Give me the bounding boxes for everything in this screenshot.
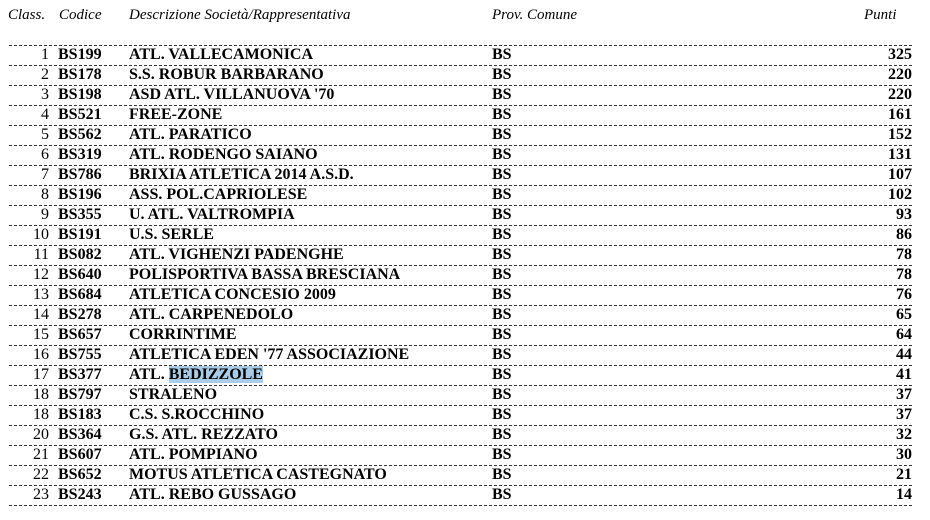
table-row: [0, 285, 930, 305]
points-cell: 93: [896, 206, 912, 223]
rank-cell: 3: [41, 86, 49, 103]
table-row: [0, 485, 930, 505]
points-cell: 102: [888, 186, 912, 203]
table-row: [0, 225, 930, 245]
points-cell: 65: [896, 306, 912, 323]
table-row: [0, 145, 930, 165]
points-cell: 14: [896, 486, 912, 503]
rank-cell: 10: [33, 226, 49, 243]
code-cell: BS364: [58, 426, 102, 443]
name-cell: ATLETICA EDEN '77 ASSOCIAZIONE: [129, 346, 410, 363]
name-cell: FREE-ZONE: [129, 106, 223, 123]
code-cell: BS786: [58, 166, 102, 183]
points-cell: 78: [896, 266, 912, 283]
points-cell: 325: [888, 46, 912, 63]
prov-cell: BS: [492, 306, 512, 323]
table-row: [0, 125, 930, 145]
prov-cell: BS: [492, 486, 512, 503]
points-cell: 64: [896, 326, 912, 343]
rank-cell: 4: [41, 106, 49, 123]
name-cell: POLISPORTIVA BASSA BRESCIANA: [129, 266, 401, 283]
table-row: [0, 405, 930, 425]
name-cell: C.S. S.ROCCHINO: [129, 406, 265, 423]
prov-cell: BS: [492, 406, 512, 423]
code-cell: BS198: [58, 86, 102, 103]
points-cell: 107: [888, 166, 912, 183]
name-cell: CORRINTIME: [129, 326, 237, 343]
table-row: [0, 45, 930, 65]
name-cell: ATL. POMPIANO: [129, 446, 258, 463]
name-cell: ASD ATL. VILLANUOVA '70: [129, 86, 335, 103]
highlighted-text[interactable]: BEDIZZOLE: [168, 366, 263, 383]
name-cell: ATL. VIGHENZI PADENGHE: [129, 246, 344, 263]
name-cell: MOTUS ATLETICA CASTEGNATO: [129, 466, 387, 483]
code-cell: BS178: [58, 66, 102, 83]
rank-cell: 6: [41, 146, 49, 163]
rank-cell: 9: [41, 206, 49, 223]
code-cell: BS755: [58, 346, 102, 363]
rank-cell: 8: [41, 186, 49, 203]
rank-cell: 13: [33, 286, 49, 303]
points-cell: 161: [888, 106, 912, 123]
code-cell: BS183: [58, 406, 102, 423]
prov-cell: BS: [492, 226, 512, 243]
rank-cell: 12: [33, 266, 49, 283]
code-cell: BS684: [58, 286, 102, 303]
table-row: [0, 325, 930, 345]
table-row: [0, 445, 930, 465]
prov-cell: BS: [492, 326, 512, 343]
rank-cell: 21: [33, 446, 49, 463]
prov-cell: BS: [492, 86, 512, 103]
prov-cell: BS: [492, 386, 512, 403]
header-descrizione: Descrizione Società/Rappresentativa: [129, 7, 351, 23]
name-prefix: ATL.: [129, 366, 169, 383]
code-cell: BS521: [58, 106, 102, 123]
code-cell: BS243: [58, 486, 102, 503]
points-cell: 37: [896, 386, 912, 403]
rank-cell: 17: [33, 366, 49, 383]
name-cell: STRALENO: [129, 386, 218, 403]
name-cell: U.S. SERLE: [129, 226, 214, 243]
prov-cell: BS: [492, 106, 512, 123]
table-row: [0, 65, 930, 85]
header-class: Class.: [8, 7, 46, 23]
code-cell: BS082: [58, 246, 102, 263]
rank-cell: 7: [41, 166, 49, 183]
name-cell: ATL. RODENGO SAIANO: [129, 146, 318, 163]
code-cell: BS652: [58, 466, 102, 483]
points-cell: 78: [896, 246, 912, 263]
prov-cell: BS: [492, 126, 512, 143]
points-cell: 220: [888, 66, 912, 83]
rank-cell: 20: [33, 426, 49, 443]
rank-cell: 15: [33, 326, 49, 343]
table-row: [0, 425, 930, 445]
rank-cell: 18: [33, 386, 49, 403]
points-cell: 44: [896, 346, 912, 363]
table-row: [0, 105, 930, 125]
rank-cell: 22: [33, 466, 49, 483]
code-cell: BS196: [58, 186, 102, 203]
code-cell: BS607: [58, 446, 102, 463]
points-cell: 152: [888, 126, 912, 143]
points-cell: 21: [896, 466, 912, 483]
code-cell: BS199: [58, 46, 102, 63]
header-punti: Punti: [864, 7, 897, 23]
name-cell: U. ATL. VALTROMPIA: [129, 206, 295, 223]
name-cell: ATLETICA CONCESIO 2009: [129, 286, 336, 303]
prov-cell: BS: [492, 66, 512, 83]
rank-cell: 14: [33, 306, 49, 323]
table-row: [0, 365, 930, 385]
table-row: [0, 165, 930, 185]
rank-cell: 1: [41, 46, 49, 63]
table-row: [0, 245, 930, 265]
prov-cell: BS: [492, 186, 512, 203]
code-cell: BS191: [58, 226, 102, 243]
name-cell: ATL. CARPENEDOLO: [129, 306, 294, 323]
header-codice: Codice: [59, 7, 102, 23]
code-cell: BS797: [58, 386, 102, 403]
points-cell: 30: [896, 446, 912, 463]
rank-cell: 2: [41, 66, 49, 83]
rank-cell: 5: [41, 126, 49, 143]
prov-cell: BS: [492, 466, 512, 483]
code-cell: BS278: [58, 306, 102, 323]
code-cell: BS355: [58, 206, 102, 223]
points-cell: 131: [888, 146, 912, 163]
code-cell: BS657: [58, 326, 102, 343]
name-cell: ATL. REBO GUSSAGO: [129, 486, 297, 503]
table-row: [0, 385, 930, 405]
name-cell: BRIXIA ATLETICA 2014 A.S.D.: [129, 166, 354, 183]
prov-cell: BS: [492, 286, 512, 303]
table-row: [0, 345, 930, 365]
table-row: [0, 465, 930, 485]
rank-cell: 11: [33, 246, 49, 263]
table-row: [0, 265, 930, 285]
name-cell: G.S. ATL. REZZATO: [129, 426, 278, 443]
code-cell: BS319: [58, 146, 102, 163]
prov-cell: BS: [492, 246, 512, 263]
name-cell: ASS. POL.CAPRIOLESE: [129, 186, 308, 203]
points-cell: 37: [896, 406, 912, 423]
name-cell: ATL. PARATICO: [129, 126, 252, 143]
prov-cell: BS: [492, 46, 512, 63]
code-cell: BS640: [58, 266, 102, 283]
table-row: [0, 305, 930, 325]
name-cell: ATL. VALLECAMONICA: [129, 46, 314, 63]
rank-cell: 16: [33, 346, 49, 363]
prov-cell: BS: [492, 206, 512, 223]
table-header: [0, 7, 930, 27]
prov-cell: BS: [492, 146, 512, 163]
points-cell: 32: [896, 426, 912, 443]
prov-cell: BS: [492, 426, 512, 443]
ranking-table: [0, 45, 930, 505]
points-cell: 86: [896, 226, 912, 243]
prov-cell: BS: [492, 446, 512, 463]
code-cell: BS562: [58, 126, 102, 143]
prov-cell: BS: [492, 166, 512, 183]
table-row: [0, 205, 930, 225]
table-row: [0, 185, 930, 205]
rank-cell: 23: [33, 486, 49, 503]
points-cell: 41: [896, 366, 912, 383]
rank-cell: 18: [33, 406, 49, 423]
points-cell: 76: [896, 286, 912, 303]
header-prov-comune: Prov. Comune: [492, 7, 577, 23]
name-cell: [129, 366, 263, 384]
prov-cell: BS: [492, 266, 512, 283]
table-row: [0, 85, 930, 105]
points-cell: 220: [888, 86, 912, 103]
prov-cell: BS: [492, 346, 512, 363]
prov-cell: BS: [492, 366, 512, 383]
code-cell: BS377: [58, 366, 102, 383]
name-cell: S.S. ROBUR BARBARANO: [129, 66, 324, 83]
